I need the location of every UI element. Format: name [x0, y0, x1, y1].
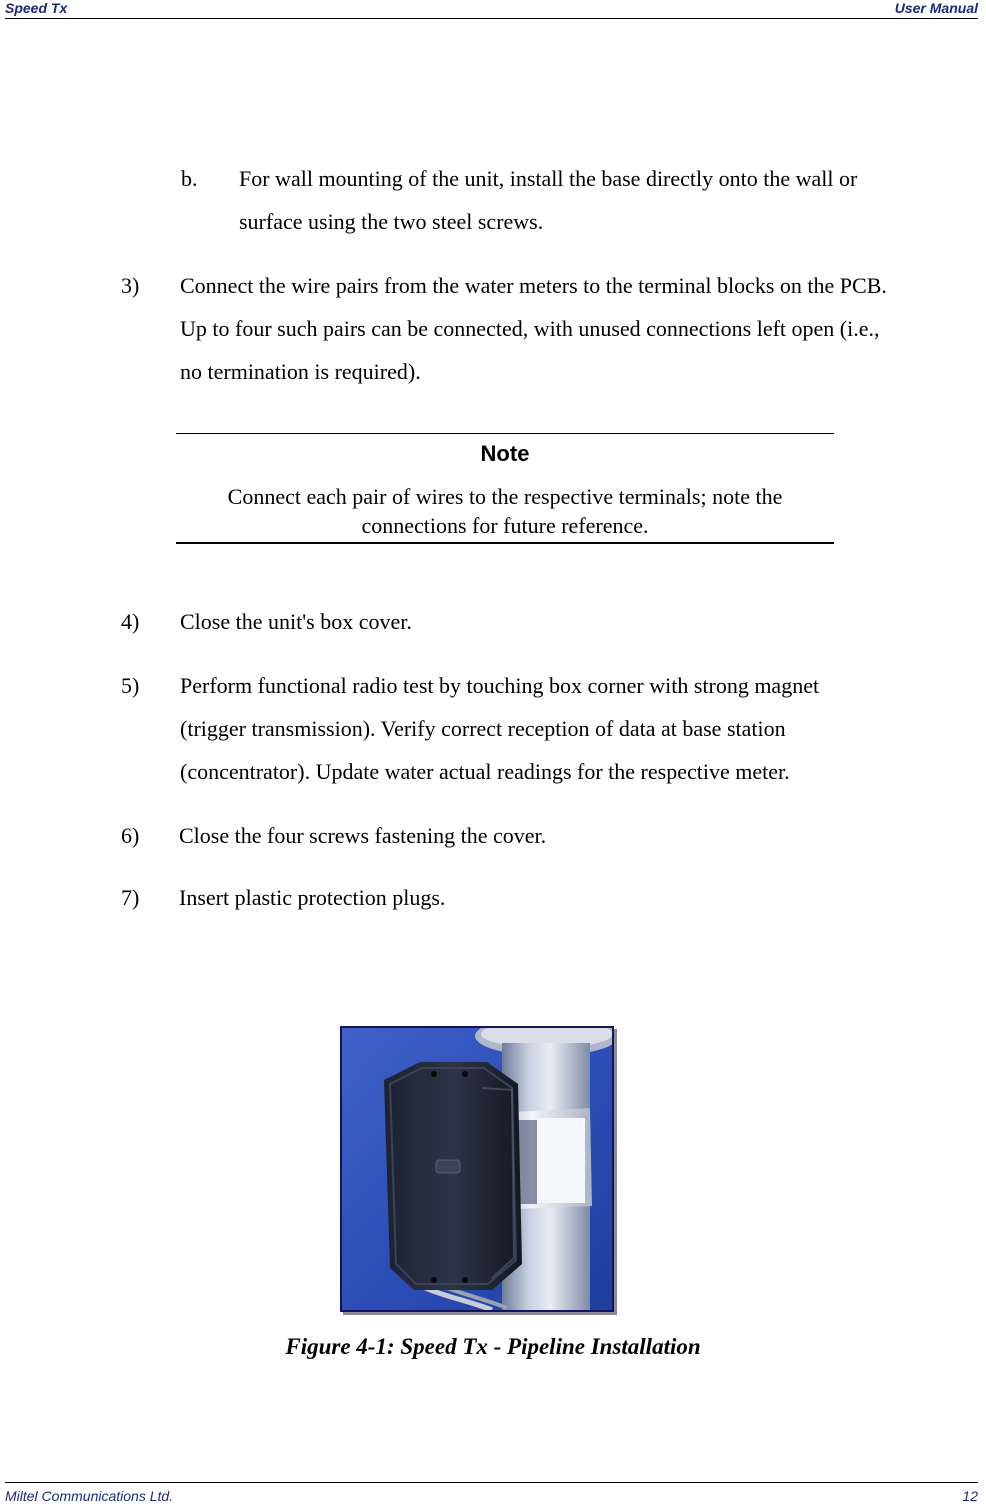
- step-5-label: 5): [121, 673, 140, 698]
- step-3-label: 3): [121, 273, 140, 298]
- note-title: Note: [480, 441, 530, 466]
- header-title: Speed Tx: [5, 0, 68, 16]
- step-b-line1: For wall mounting of the unit, install the base directly onto the wall or: [239, 166, 858, 191]
- step-7-text: Insert plastic protection plugs.: [179, 885, 446, 910]
- figure-caption: Figure 4-1: Speed Tx - Pipeline Installation: [285, 1334, 701, 1359]
- step-3-line2: Up to four such pairs can be connected, with unused connections left open (i.e.,: [180, 316, 880, 341]
- figure-photo: [340, 1026, 614, 1312]
- step-6-text: Close the four screws fastening the cover.: [179, 823, 547, 848]
- step-4-label: 4): [121, 609, 140, 634]
- note-line1: Connect each pair of wires to the respective terminals; note the: [227, 484, 783, 509]
- note-box: [176, 433, 834, 544]
- step-b-label: b.: [181, 166, 198, 191]
- step-b-line2: surface using the two steel screws.: [239, 209, 544, 234]
- page-header: [5, 0, 978, 19]
- step-7-label: 7): [121, 885, 140, 910]
- header-manual-label: User Manual: [894, 0, 978, 16]
- step-5-line3: (concentrator). Update water actual readings for the respective meter.: [180, 759, 790, 784]
- note-line2: connections for future reference.: [361, 513, 649, 538]
- step-6-label: 6): [121, 823, 140, 848]
- note-body: [176, 482, 834, 540]
- step-5-line2: (trigger transmission). Verify correct reception of data at base station: [180, 716, 786, 741]
- page-number: 12: [962, 1488, 978, 1504]
- page-footer: [5, 1482, 978, 1506]
- speed-tx-unit-on-pipe-photo-icon: [342, 1028, 612, 1310]
- footer-company: Miltel Communications Ltd.: [5, 1488, 174, 1504]
- step-5-line1: Perform functional radio test by touching box corner with strong magnet: [180, 673, 820, 698]
- step-4-text: Close the unit's box cover.: [180, 609, 412, 634]
- step-3-line1: Connect the wire pairs from the water meters to the terminal blocks on the PCB.: [180, 273, 887, 298]
- step-3-line3: no termination is required).: [180, 359, 421, 384]
